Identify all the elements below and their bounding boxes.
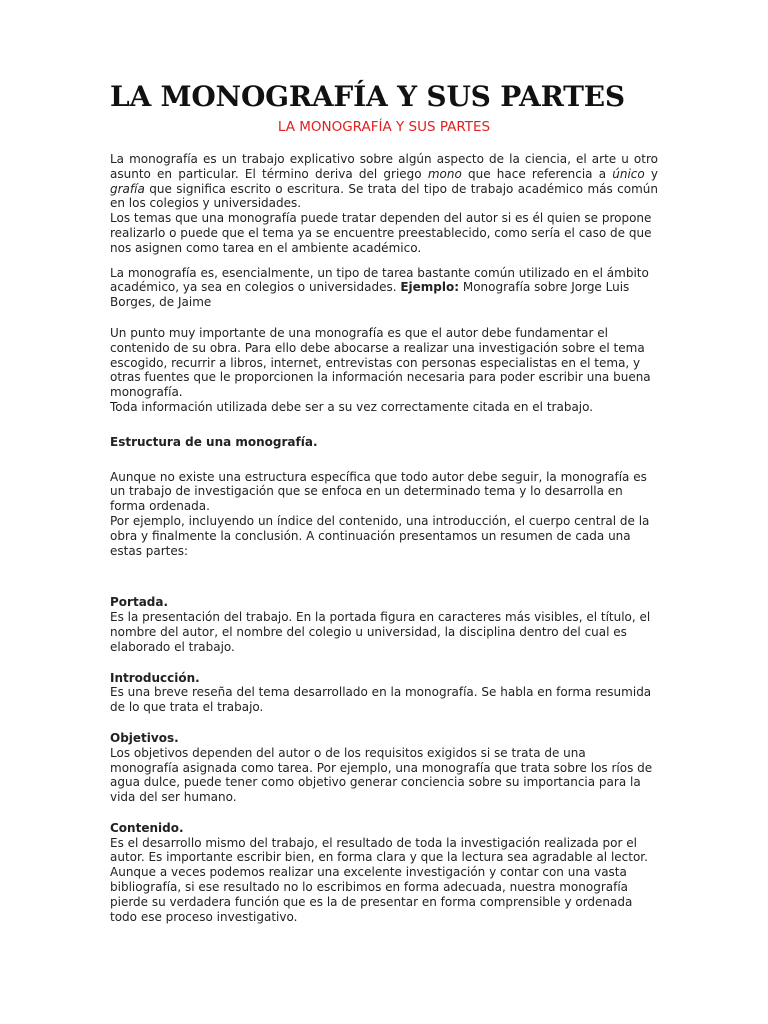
intro-p2-text-b: Monografía sobre Jorge Luis Borges, de Jaime: [110, 280, 630, 310]
intro-text-a: La monografía es un trabajo explicativo sobre algún aspecto de la ciencia, el arte u otro asunto en particular. El término deriva del griego: [110, 152, 658, 181]
page-title: LA MONOGRAFÍA Y SUS PARTES: [110, 80, 625, 113]
intro-paragraph-1b: Los temas que una monografía puede tratar dependen del autor si es él quien se propone realizarlo o puede que el tema ya se encuentre preestablecido, como sería el caso de que nos asignen como tarea en el ambiente académico.: [110, 211, 652, 255]
objetivos-body: Los objetivos dependen del autor o de los requisitos exigidos si se trata de una monografía asignada como tarea. Por ejemplo, una monografía que trata sobre los ríos de agua dulce, puede tener como objetivo generar conciencia sobre su importancia para la vida del ser humano.: [110, 745, 653, 805]
structure-heading: Estructura de una monografía.: [110, 434, 318, 449]
introduccion-body: Es una breve reseña del tema desarrollado en la monografía. Se habla en forma resumida de lo que trata el trabajo.: [110, 685, 652, 715]
structure-paragraph-2: Por ejemplo, incluyendo un índice del contenido, una introducción, el cuerpo central de la obra y finalmente la conclusión. A continuación presentamos un resumen de cada una estas partes:: [110, 513, 650, 558]
example-label: Ejemplo:: [400, 280, 460, 295]
intro-paragraph-1: [110, 152, 658, 211]
document-page: [110, 80, 658, 924]
intro-text-c: y: [644, 166, 659, 181]
portada-body: Es la presentación del trabajo. En la portada figura en caracteres más visibles, el título, el nombre del autor, el nombre del colegio u universidad, la disciplina dentro del cual es elaborado el trabajo.: [110, 610, 651, 654]
intro-text-b: que hace referencia a: [461, 166, 613, 181]
contenido-body-2: Aunque a veces podemos realizar una excelente investigación y contar con una vasta bibliografía, si ese resultado no lo escribimos en forma adecuada, nuestra monografía pierde su verdadera función que es la de presentar en forma comprensible y ordenada todo ese proceso investigativo.: [110, 865, 633, 924]
intro-text-d: que significa escrito o escritura. Se trata del tipo de trabajo académico más común en los colegios y universidades.: [110, 181, 658, 211]
intro-paragraph-3: Un punto muy importante de una monografía es que el autor debe fundamentar el contenido de su obra. Para ello debe abocarse a realizar una investigación sobre el tema escogido, recurrir a libros, internet, entrevistas con personas especialistas en el tema, y otras fuentes que le proporcionen la información necesaria para poder escribir una buena monografía.: [110, 325, 651, 400]
portada-heading: Portada.: [110, 595, 169, 610]
document-body: [110, 152, 658, 924]
introduccion-heading: Introducción.: [110, 670, 200, 685]
intro-p2-text-a: La monografía es, esencialmente, un tipo de tarea bastante común utilizado en el ámbito académico, ya sea en colegios o universidades.: [110, 265, 649, 295]
structure-paragraph-1: Aunque no existe una estructura específica que todo autor debe seguir, la monografía es un trabajo de investigación que se enfoca en un determinado tema y lo desarrolla en forma ordenada.: [110, 469, 647, 514]
contenido-body-1: Es el desarrollo mismo del trabajo, el resultado de toda la investigación realizada por el autor. Es importante escribir bien, en forma clara y que la lectura sea agradable al lector.: [110, 835, 648, 865]
intro-paragraph-2: [110, 266, 658, 310]
page-subtitle: LA MONOGRAFÍA Y SUS PARTES: [277, 119, 491, 135]
objetivos-heading: Objetivos.: [110, 730, 179, 745]
term-unico: único: [612, 166, 645, 181]
term-mono: mono: [427, 166, 462, 181]
contenido-heading: Contenido.: [110, 820, 184, 835]
intro-paragraph-3b: Toda información utilizada debe ser a su vez correctamente citada en el trabajo.: [110, 399, 594, 414]
term-grafia: grafía: [110, 181, 145, 196]
